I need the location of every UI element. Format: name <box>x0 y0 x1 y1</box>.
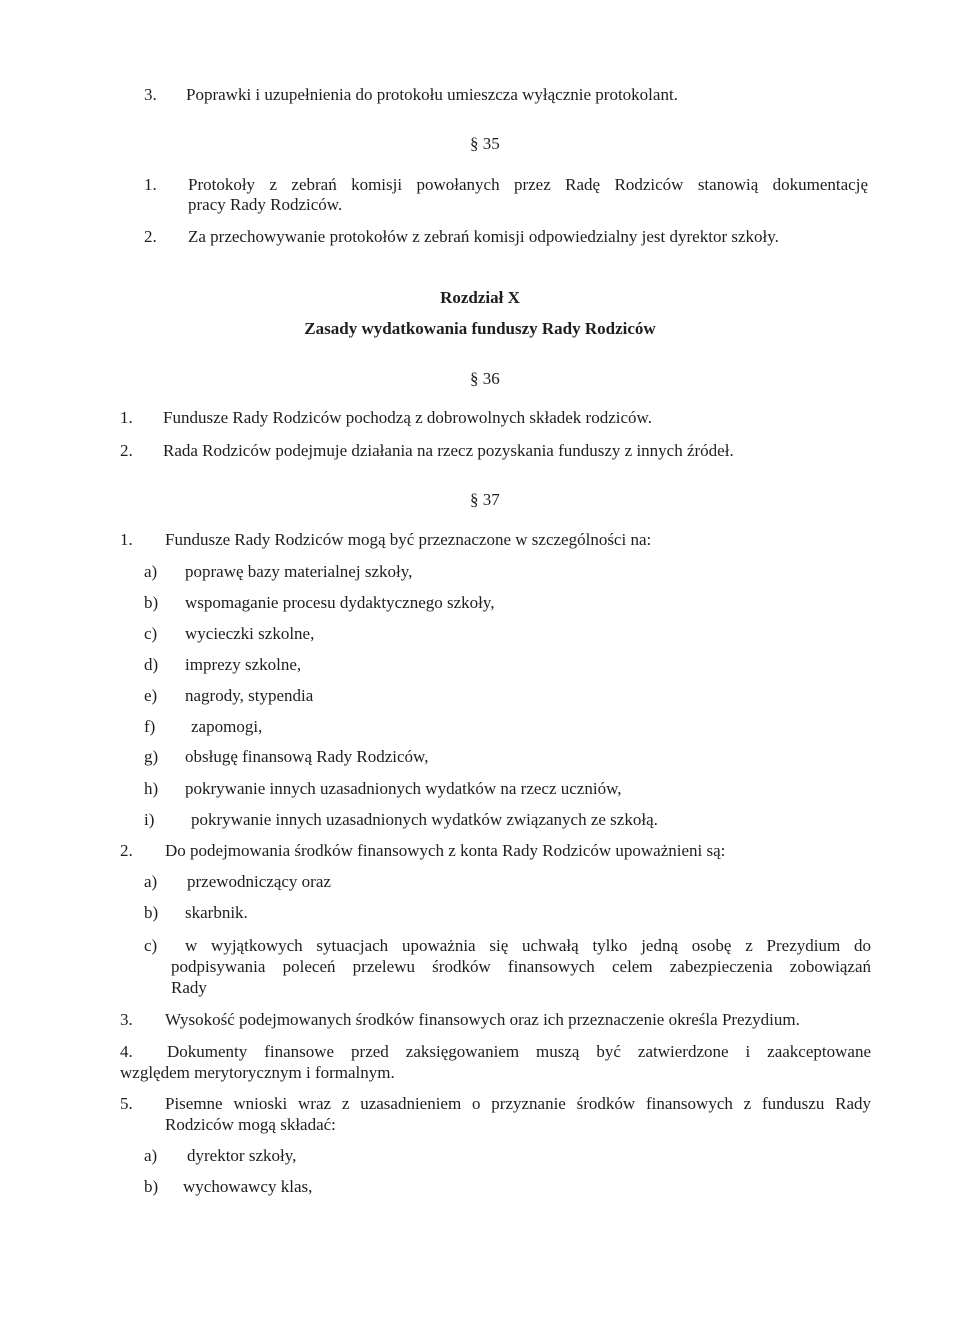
item-number: 3. <box>120 1010 133 1029</box>
subitem-text: przewodniczący oraz <box>187 872 331 891</box>
subitem-letter: g) <box>144 747 159 766</box>
item-number: 1. <box>144 175 157 194</box>
subitem-text: wspomaganie procesu dydaktycznego szkoły, <box>185 593 495 612</box>
item-text: Wysokość podejmowanych środków finansowych oraz ich przeznaczenie określa Prezydium. <box>165 1010 800 1029</box>
item-number: 1. <box>120 530 133 549</box>
subitem-text-continued: Rady <box>171 978 207 997</box>
subitem-letter: b) <box>144 593 159 612</box>
item-number: 1. <box>120 408 133 427</box>
item-text: Pisemne wnioski wraz z uzasadnieniem o przyznanie środków finansowych z funduszu Rady <box>165 1094 871 1113</box>
item-text-continued: względem merytorycznym i formalnym. <box>120 1063 395 1082</box>
subitem-letter: c) <box>144 624 158 643</box>
subitem-letter: a) <box>144 562 158 581</box>
item-text: Protokoły z zebrań komisji powołanych przez Radę Rodziców stanowią dokumentację <box>188 175 868 194</box>
subitem-letter: b) <box>144 903 159 922</box>
subitem-text-continued: podpisywania poleceń przelewu środków finansowych celem zabezpieczenia zobowiązań <box>171 957 871 976</box>
subitem-text: poprawę bazy materialnej szkoły, <box>185 562 413 581</box>
subitem-text: nagrody, stypendia <box>185 686 314 705</box>
chapter-number: Rozdział X <box>440 288 520 307</box>
item-text: Rada Rodziców podejmuje działania na rzecz pozyskania funduszy z innych źródeł. <box>163 441 734 460</box>
subitem-text: pokrywanie innych uzasadnionych wydatków związanych ze szkołą. <box>191 810 658 829</box>
subitem-text: wycieczki szkolne, <box>185 624 315 643</box>
section-heading: § 36 <box>470 369 500 388</box>
chapter-title: Zasady wydatkowania funduszy Rady Rodziców <box>304 319 656 338</box>
subitem-text: zapomogi, <box>191 717 263 736</box>
subitem-letter: h) <box>144 779 159 798</box>
item-text: Dokumenty finansowe przed zaksięgowaniem muszą być zatwierdzone i zaakceptowane <box>167 1042 871 1061</box>
subitem-text: w wyjątkowych sytuacjach upoważnia się uchwałą tylko jedną osobę z Prezydium do <box>185 936 871 955</box>
subitem-letter: i) <box>144 810 155 829</box>
subitem-letter: d) <box>144 655 159 674</box>
section-heading: § 35 <box>470 134 500 153</box>
item-text: Fundusze Rady Rodziców mogą być przeznaczone w szczególności na: <box>165 530 652 549</box>
item-text: Poprawki i uzupełnienia do protokołu umieszcza wyłącznie protokolant. <box>186 85 678 104</box>
item-text: Za przechowywanie protokołów z zebrań komisji odpowiedzialny jest dyrektor szkoły. <box>188 227 779 246</box>
item-text: Fundusze Rady Rodziców pochodzą z dobrowolnych składek rodziców. <box>163 408 652 427</box>
subitem-letter: a) <box>144 1146 158 1165</box>
subitem-letter: b) <box>144 1177 159 1196</box>
subitem-text: imprezy szkolne, <box>185 655 302 674</box>
item-number: 2. <box>120 841 133 860</box>
subitem-letter: e) <box>144 686 158 705</box>
item-number: 3. <box>144 85 157 104</box>
subitem-letter: a) <box>144 872 158 891</box>
item-text: Do podejmowania środków finansowych z konta Rady Rodziców upoważnieni są: <box>165 841 726 860</box>
subitem-letter: c) <box>144 936 158 955</box>
item-number: 2. <box>144 227 157 246</box>
item-number: 5. <box>120 1094 133 1113</box>
subitem-text: obsługę finansową Rady Rodziców, <box>185 747 429 766</box>
item-number: 4. <box>120 1042 133 1061</box>
section-heading: § 37 <box>470 490 500 509</box>
item-text-continued: Rodziców mogą składać: <box>165 1115 336 1134</box>
subitem-text: skarbnik. <box>185 903 248 922</box>
subitem-text: pokrywanie innych uzasadnionych wydatków na rzecz uczniów, <box>185 779 622 798</box>
subitem-text: dyrektor szkoły, <box>187 1146 297 1165</box>
item-text-continued: pracy Rady Rodziców. <box>188 195 343 214</box>
subitem-letter: f) <box>144 717 156 736</box>
item-number: 2. <box>120 441 133 460</box>
subitem-text: wychowawcy klas, <box>183 1177 313 1196</box>
